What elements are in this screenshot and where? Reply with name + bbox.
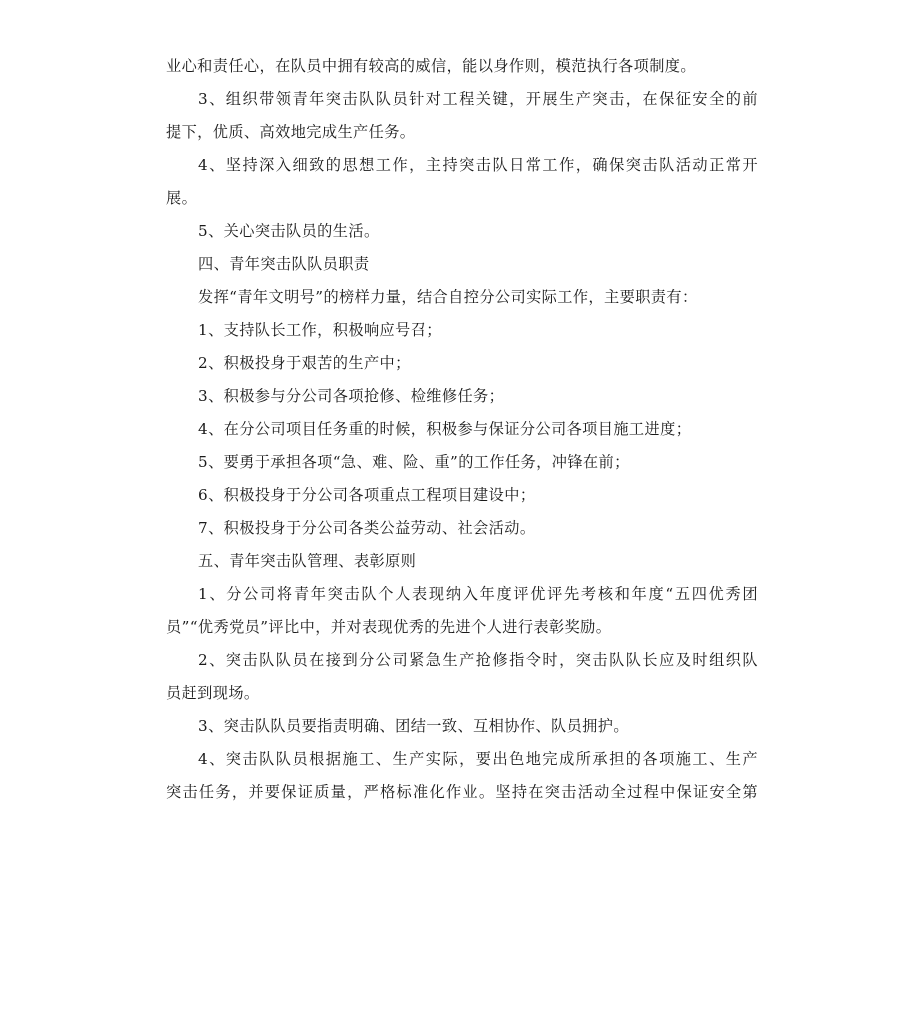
paragraph-line: 突击任务，并要保证质量，严格标准化作业。坚持在突击活动全过程中保证安全第: [166, 783, 758, 801]
paragraph-line: 3、组织带领青年突击队队员针对工程关键，开展生产突击，在保征安全的前: [198, 90, 758, 108]
document-page: [166, 50, 758, 809]
paragraph-line: 业心和责任心，在队员中拥有较高的威信，能以身作则，模范执行各项制度。: [166, 57, 696, 75]
list-item: 7、积极投身于分公司各类公益劳动、社会活动。: [198, 519, 536, 537]
list-item: 3、积极参与分公司各项抢修、检维修任务；: [198, 387, 505, 405]
paragraph-line: 3、突击队队员要指责明确、团结一致、互相协作、队员拥护。: [198, 717, 629, 735]
paragraph-line: 2、突击队队员在接到分公司紧急生产抢修指令时，突击队队长应及时组织队: [198, 651, 758, 669]
paragraph-line: 1、分公司将青年突击队个人表现纳入年度评优评先考核和年度“五四优秀团: [198, 585, 758, 603]
list-item: 5、要勇于承担各项“急、难、险、重”的工作任务，冲锋在前；: [198, 453, 630, 471]
paragraph-line: 5、关心突击队员的生活。: [198, 222, 380, 240]
list-item: 6、积极投身于分公司各项重点工程项目建设中；: [198, 486, 536, 504]
paragraph-line: 员”“优秀党员”评比中，并对表现优秀的先进个人进行表彰奖励。: [166, 618, 612, 636]
paragraph-line: 提下，优质、高效地完成生产任务。: [166, 123, 416, 141]
paragraph-line: 4、突击队队员根据施工、生产实际，要出色地完成所承担的各项施工、生产: [198, 750, 758, 768]
list-item: 2、积极投身于艰苦的生产中；: [198, 354, 411, 372]
paragraph-line: 展。: [166, 189, 198, 207]
paragraph-line: 4、坚持深入细致的思想工作，主持突击队日常工作，确保突击队活动正常开: [198, 156, 758, 174]
list-item: 1、支持队长工作，积极响应号召；: [198, 321, 442, 339]
paragraph-line: 员赶到现场。: [166, 684, 260, 702]
section-heading: 四、青年突击队队员职责: [198, 255, 370, 273]
section-heading: 五、青年突击队管理、表彰原则: [198, 552, 417, 570]
list-item: 4、在分公司项目任务重的时候，积极参与保证分公司各项目施工进度；: [198, 420, 692, 438]
paragraph-line: 发挥“青年文明号”的榜样力量，结合自控分公司实际工作，主要职责有：: [198, 288, 698, 306]
